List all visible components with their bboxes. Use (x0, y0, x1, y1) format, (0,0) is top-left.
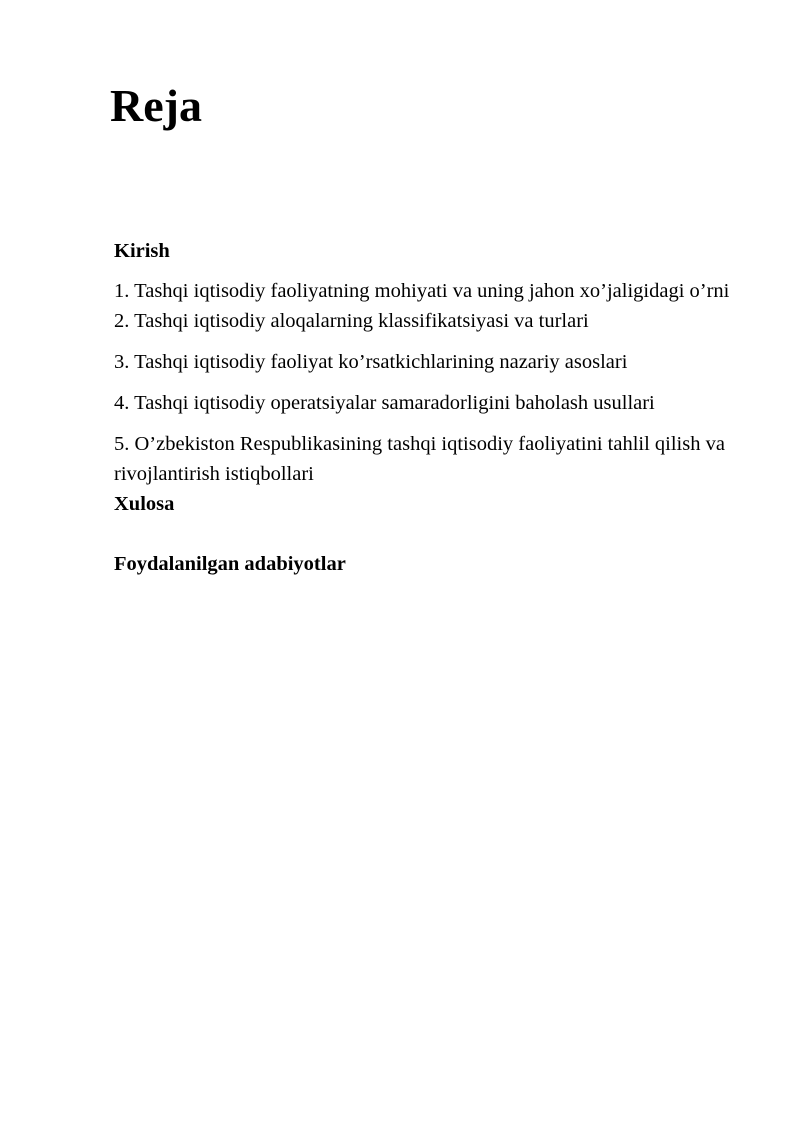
page-title: Reja (110, 80, 202, 131)
references-heading: Foydalanilgan adabiyotlar (114, 553, 346, 575)
plan-item-2: 2. Tashqi iqtisodiy aloqalarning klassifikatsiyasi va turlari (114, 310, 589, 332)
plan-item-4: 4. Tashqi iqtisodiy operatsiyalar samaradorligini baholash usullari (114, 392, 655, 414)
plan-content (114, 236, 734, 579)
conclusion-heading: Xulosa (114, 493, 175, 515)
plan-item-1: 1. Tashqi iqtisodiy faoliyatning mohiyati va uning jahon xo’jaligidagi o’rni (114, 280, 730, 302)
plan-item-3: 3. Tashqi iqtisodiy faoliyat ko’rsatkichlarining nazariy asoslari (114, 351, 628, 373)
plan-item-5: 5. O’zbekiston Respublikasining tashqi iqtisodiy faoliyatini tahlil qilish va rivojlantirish istiqbollari (114, 433, 725, 485)
intro-heading: Kirish (114, 240, 170, 262)
